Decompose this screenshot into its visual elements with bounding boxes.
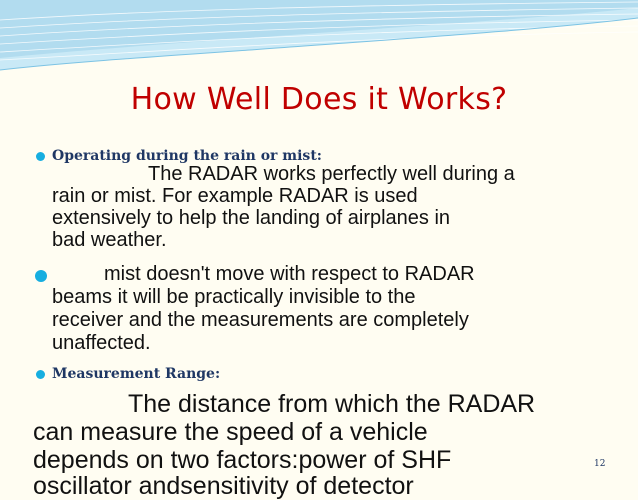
text-line: extensively to help the landing of airplanes in [52, 207, 451, 229]
text-line: The RADAR works perfectly well during a [148, 163, 515, 185]
text-line: unaffected. [52, 332, 151, 354]
bullet-dot [35, 270, 47, 282]
slide-title: How Well Does it Works? [130, 82, 508, 117]
text-line: mist doesn't move with respect to RADAR [104, 263, 475, 285]
text-line: bad weather. [52, 229, 167, 251]
text-line: rain or mist. For example RADAR is used [52, 185, 418, 207]
text-line: can measure the speed of a vehicle [33, 418, 428, 446]
header-wave-decoration [0, 0, 638, 80]
text-line: receiver and the measurements are completely [52, 309, 469, 331]
bullet-dot [36, 152, 45, 161]
text-line: beams it will be practically invisible to the [52, 286, 416, 308]
text-line: The distance from which the RADAR [128, 390, 536, 418]
page-number: 12 [594, 459, 606, 469]
text-line: oscillator andsensitivity of detector [33, 472, 414, 500]
text-line: depends on two factors:power of SHF [33, 446, 452, 474]
bullet-dot [36, 370, 45, 379]
bullet-heading-range: Measurement Range: [52, 366, 221, 382]
bullet-heading-rain: Operating during the rain or mist: [52, 148, 322, 164]
